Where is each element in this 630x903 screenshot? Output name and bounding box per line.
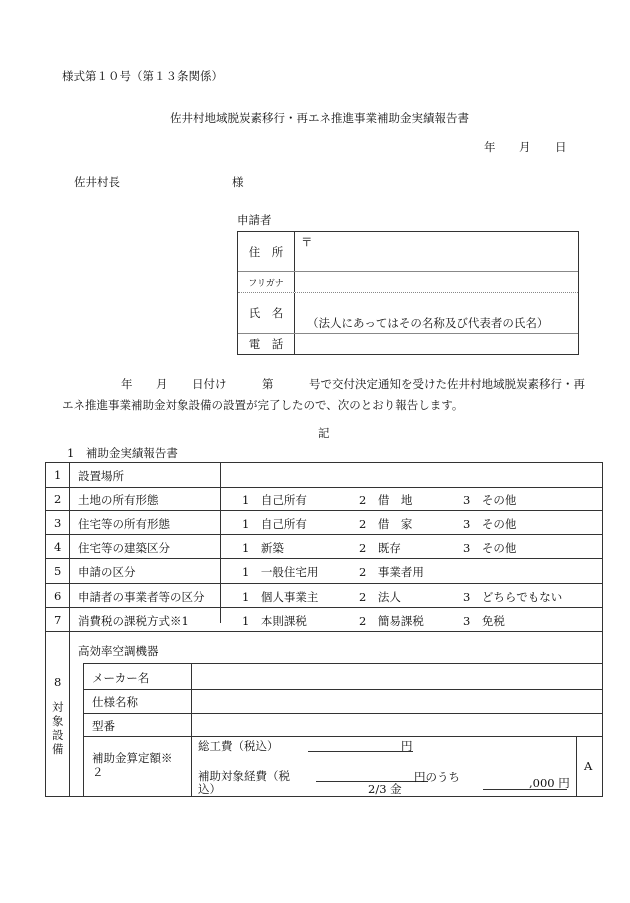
spec-label: 仕様名称 [92,695,138,709]
subsidy-amount: ,000 円 [529,776,570,790]
body-line2: エネ推進事業補助金対象設備の設置が完了したので、次のとおり報告します。 [62,398,464,412]
applicant-box [237,231,579,355]
option-item[interactable]: 2 借 家 [359,517,413,531]
option-item[interactable]: 1 自己所有 [242,493,307,507]
phone-row [238,333,578,354]
row-label: 消費税の課税方式※1 [78,614,189,628]
option-item[interactable]: 1 個人事業主 [242,590,319,604]
row-label: 住宅等の所有形態 [78,517,170,531]
option-item[interactable]: 3 どちらでもない [463,590,563,604]
two-thirds-label: 2/3 金 [368,782,402,796]
body-year: 年 [121,377,133,391]
date-year[interactable]: 年 [484,140,496,154]
option-item[interactable]: 1 新築 [242,541,284,555]
date-month[interactable]: 月 [519,140,531,154]
target-cost-label: 補助対象経費（税 [198,769,290,783]
spec-field[interactable] [194,691,598,711]
model-field[interactable] [194,715,598,734]
equipment-label-char: 設 [52,728,64,742]
body-month: 月 [156,377,168,391]
option-item[interactable]: 2 法人 [359,590,401,604]
total-cost-label: 総工費（税込） [198,739,279,753]
maker-field[interactable] [194,665,598,687]
subsidy-label-cont: ２ [92,765,104,779]
maker-label: メーカー名 [92,671,150,685]
body-dai: 第 [262,377,274,391]
address-field[interactable] [295,232,578,271]
option-item[interactable]: 3 その他 [463,541,517,555]
option-item[interactable]: 1 本則課税 [242,614,307,628]
address-label: 住 所 [238,232,295,271]
phone-label: 電 話 [238,334,295,354]
a-mark: A [584,759,593,773]
row-number: 5 [54,564,62,578]
row-label: 設置場所 [78,469,124,483]
row-number: 3 [54,516,62,530]
addressee-name: 佐井村長 [74,175,120,189]
addressee-honorific: 様 [232,175,244,189]
option-item[interactable]: 2 既存 [359,541,401,555]
name-field[interactable] [295,293,578,333]
name-label: 氏 名 [238,293,295,333]
option-item[interactable]: 1 一般住宅用 [242,565,319,579]
installation-site-field[interactable] [226,464,596,485]
total-cost-yen: 円 [401,739,413,753]
form-title: 佐井村地域脱炭素移行・再エネ推進事業補助金実績報告書 [170,111,469,125]
row-number: 2 [54,492,62,506]
body-day-dated: 日付け [192,377,227,391]
row-number: 4 [54,540,62,554]
row-number: 1 [54,468,62,482]
option-item[interactable]: 3 その他 [463,517,517,531]
target-cost-yen-of: 円のうち [414,770,460,784]
target-cost-field[interactable] [316,767,428,782]
row-label: 住宅等の建築区分 [78,541,170,555]
total-cost-field[interactable] [308,737,413,752]
name-note: （法人にあってはその名称及び代表者の氏名） [307,316,549,330]
ki-heading: 記 [318,426,330,440]
name-row [238,292,578,333]
option-item[interactable]: 2 事業者用 [359,565,424,579]
body-line1-rest: 号で交付決定通知を受けた佐井村地域脱炭素移行・再 [309,377,585,391]
row-label: 申請者の事業者等の区分 [78,590,205,604]
furigana-field[interactable] [295,272,578,292]
subsidy-label: 補助金算定額※ [92,751,173,765]
option-item[interactable]: 1 自己所有 [242,517,307,531]
form-number: 様式第１０号（第１３条関係） [62,69,223,83]
postal-mark: 〒 [301,235,313,249]
row-number: 8 [54,675,62,689]
row-label: 土地の所有形態 [78,493,159,507]
equipment-label-char: 象 [52,714,64,728]
row-label: 申請の区分 [78,565,136,579]
date-day[interactable]: 日 [555,140,567,154]
row-number: 6 [54,589,62,603]
phone-field[interactable] [295,334,578,354]
target-cost-label-cont: 込） [198,782,221,796]
option-item[interactable]: 2 借 地 [359,493,413,507]
option-item[interactable]: 2 簡易課税 [359,614,424,628]
report-table [45,462,603,797]
furigana-label: フリガナ [238,272,295,292]
model-label: 型番 [92,719,115,733]
option-item[interactable]: 3 免税 [463,614,505,628]
furigana-row [238,271,578,292]
equipment-label-char: 備 [52,742,64,756]
option-item[interactable]: 3 その他 [463,493,517,507]
applicant-heading: 申請者 [237,213,272,227]
address-row [238,232,578,271]
equipment-label-char: 対 [52,700,64,714]
equipment-category: 高効率空調機器 [78,644,159,658]
row-number: 7 [54,613,62,627]
section-title: 1 補助金実績報告書 [67,446,178,460]
